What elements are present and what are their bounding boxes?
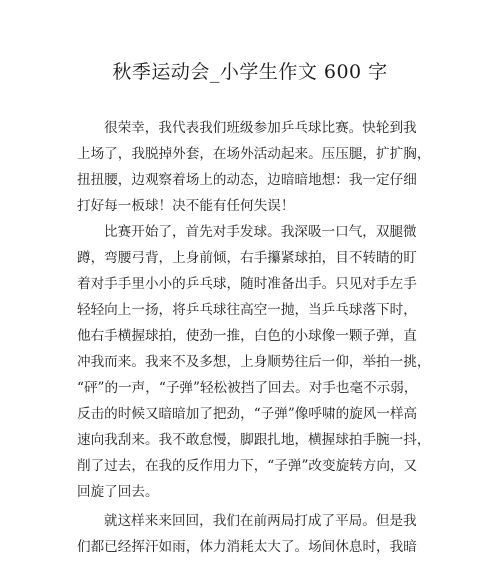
paragraph-2-line-5: 他右手横握球拍，使劲一推，白色的小球像一颗子弹，直 — [77, 328, 417, 344]
paragraph-2-line-6: 冲我而来。我来不及多想，上身顺势往后一仰，举拍一挑， — [77, 354, 431, 370]
paragraph-1-line-1: 很荣幸，我代表我们班级参加乒乓球比赛。快轮到我 — [104, 120, 417, 136]
paragraph-2-line-3: 着对手手里小小的乒乓球，随时准备出手。只见对手左手 — [77, 276, 417, 292]
document-title: 秋季运动会_小学生作文 600 字 — [112, 61, 388, 83]
paragraph-1-line-4: 打好每一板球！决不能有任何失误！ — [77, 198, 295, 214]
paragraph-3-line-2: 们都已经挥汗如雨，体力消耗太大了。场间休息时，我暗 — [77, 539, 417, 555]
paragraph-2-line-2: 蹲，弯腰弓背，上身前倾，右手攥紧球拍，目不转睛的盯 — [77, 250, 417, 266]
paragraph-2-line-9: 速向我刮来。我不敢怠慢，脚跟扎地，横握球拍手腕一抖， — [77, 432, 431, 448]
paragraph-2-line-4: 轻轻向上一扬，将乒乓球往高空一抛，当乒乓球落下时， — [77, 302, 417, 318]
paragraph-1-line-2: 上场了，我脱掉外套，在场外活动起来。压压腿，扩扩胸， — [77, 146, 431, 162]
paragraph-2-line-10: 削了过去，在我的反作用力下，“子弹”改变旋转方向，又 — [77, 458, 418, 474]
paragraph-2-line-11: 回旋了回去。 — [77, 484, 159, 500]
paragraph-2-line-1: 比赛开始了，首先对手发球。我深吸一口气，双腿微 — [104, 224, 417, 240]
paragraph-1-line-3: 扭扭腰，边观察着场上的动态，边暗暗地想：我一定仔细 — [77, 172, 417, 188]
paragraph-3-line-1: 就这样来来回回，我们在前两局打成了平局。但是我 — [104, 513, 417, 529]
paragraph-2-line-8: 反击的时候又暗暗加了把劲，“子弹”像呼啸的旋风一样高 — [77, 406, 418, 422]
paragraph-2-line-7: “砰”的一声，“子弹”轻松被挡了回去。对手也毫不示弱， — [77, 380, 418, 396]
